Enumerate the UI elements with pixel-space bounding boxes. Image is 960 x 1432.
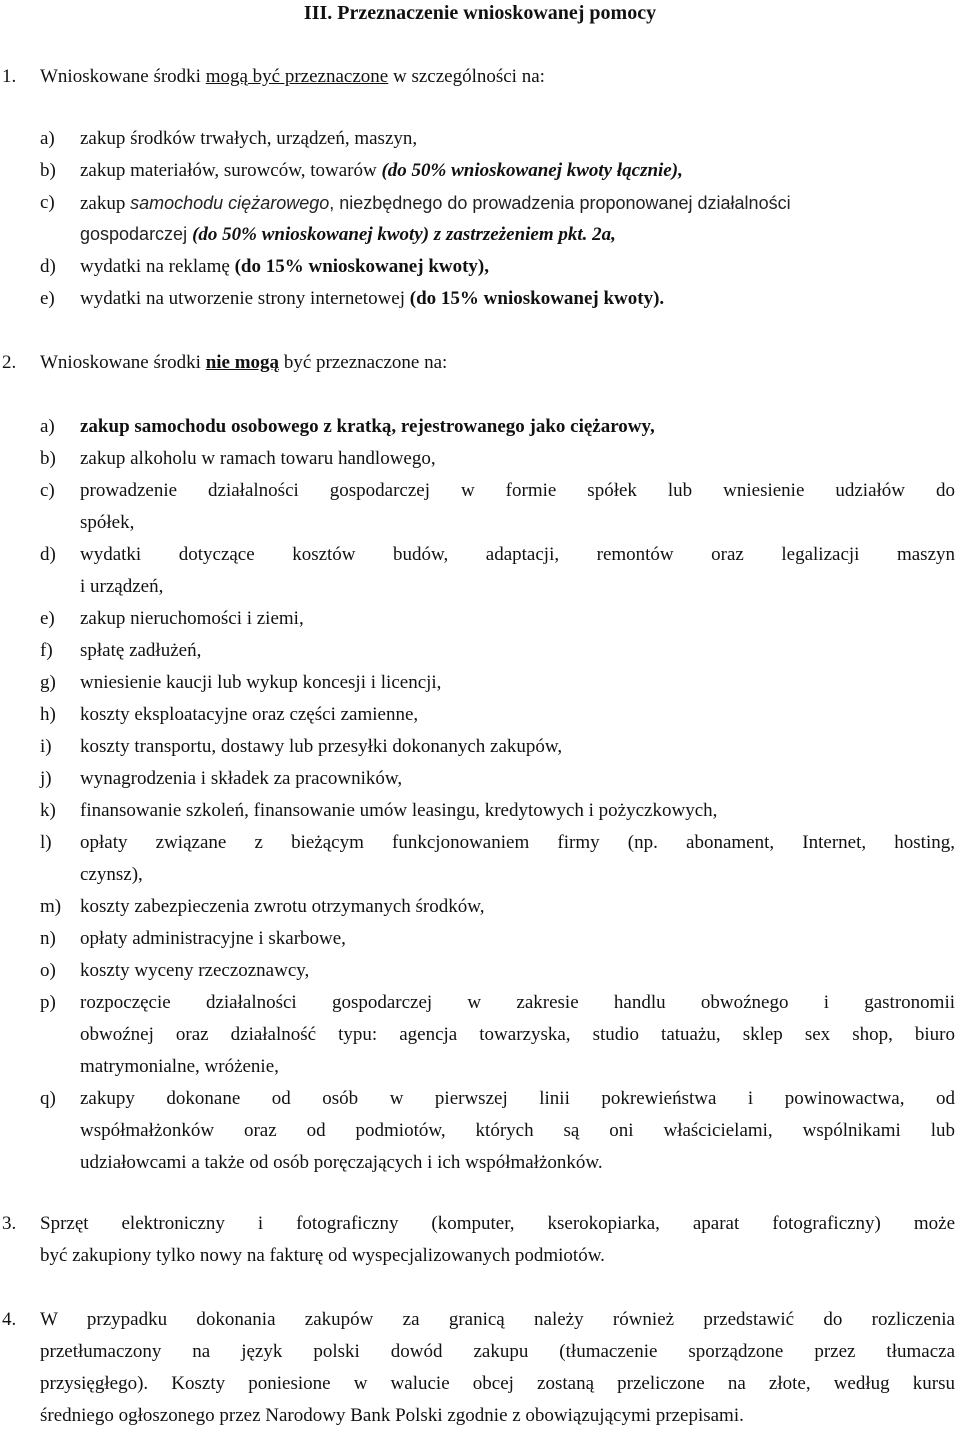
s2-item-label: h) (40, 704, 56, 725)
s1-item-b-label: b) (40, 160, 56, 181)
s2-item-label: c) (40, 480, 55, 501)
s2-item-text: wniesienie kaucji lub wykup koncesji i licencji, (80, 672, 442, 693)
section-4-line-3: przysięgłego). Koszty poniesione w walucie obcej zostaną przeliczone na złote, według kursu (40, 1373, 955, 1394)
section-3-number: 3. (2, 1213, 17, 1234)
s2-item-label: f) (40, 640, 53, 661)
s2-item-text: koszty eksploatacyjne oraz części zamienne, (80, 704, 419, 725)
s1-item-b-text: zakup materiałów, surowców, towarów (do 50% wnioskowanej kwoty łącznie), (80, 160, 683, 181)
s2-item-text: matrymonialne, wróżenie, (80, 1056, 279, 1077)
section-3-line-1: Sprzęt elektroniczny i fotograficzny (komputer, kserokopiarka, aparat fotograficzny) może (40, 1213, 955, 1234)
s1-item-c-text-2: gospodarczej (do 50% wnioskowanej kwoty) z zastrzeżeniem pkt. 2a, (80, 224, 616, 245)
s2-item-text: opłaty administracyjne i skarbowe, (80, 928, 346, 949)
s2-item-label: i) (40, 736, 52, 757)
s1-item-a-text: zakup środków trwałych, urządzeń, maszyn, (80, 128, 418, 149)
s2-item-text: finansowanie szkoleń, finansowanie umów leasingu, kredytowych i pożyczkowych, (80, 800, 718, 821)
s2-item-text: koszty transportu, dostawy lub przesyłki dokonanych zakupów, (80, 736, 563, 757)
s2-item-label: a) (40, 416, 55, 437)
s2-item-label: o) (40, 960, 56, 981)
s2-item-label: d) (40, 544, 56, 565)
s2-item-text: koszty wyceny rzeczoznawcy, (80, 960, 310, 981)
s2-item-text: udziałowcami a także od osób poręczających i ich współmałżonków. (80, 1152, 603, 1173)
s2-item-text: zakup nieruchomości i ziemi, (80, 608, 304, 629)
s1-item-e-text: wydatki na utworzenie strony internetowej (do 15% wnioskowanej kwoty). (80, 288, 665, 309)
s2-item-label: b) (40, 448, 56, 469)
s2-item-text: spółek, (80, 512, 135, 533)
s1-item-c-text: zakup samochodu ciężarowego, niezbędnego do prowadzenia proponowanej działalności (80, 193, 791, 214)
section-2-number: 2. (2, 352, 17, 373)
s2-item-text: opłaty związane z bieżącym funkcjonowaniem firmy (np. abonament, Internet, hosting, (80, 832, 955, 853)
s2-item-label: e) (40, 608, 55, 629)
s2-item-text: obwoźnej oraz działalność typu: agencja towarzyska, studio tatuażu, sklep sex shop, biuro (80, 1024, 955, 1045)
section-4-number: 4. (2, 1309, 17, 1330)
s2-item-label: p) (40, 992, 56, 1013)
s1-item-a-label: a) (40, 128, 55, 149)
s2-item-text: współmałżonków oraz od podmiotów, których są oni właścicielami, wspólnikami lub (80, 1120, 955, 1141)
section-4-line-2: przetłumaczony na język polski dowód zakupu (tłumaczenie sporządzone przez tłumacza (40, 1341, 955, 1362)
section-4-line-4: średniego ogłoszonego przez Narodowy Bank Polski zgodnie z obowiązującymi przepisami. (40, 1405, 744, 1426)
s2-item-label: m) (40, 896, 62, 917)
s2-item-text: spłatę zadłużeń, (80, 640, 202, 661)
section-1-intro: Wnioskowane środki mogą być przeznaczone w szczególności na: (40, 66, 545, 87)
s2-item-label: k) (40, 800, 56, 821)
s2-item-label: q) (40, 1088, 56, 1109)
s2-item-text: wydatki dotyczące kosztów budów, adaptacji, remontów oraz legalizacji maszyn (80, 544, 955, 565)
section-title: III. Przeznaczenie wnioskowanej pomocy (303, 2, 657, 24)
s1-item-c-label: c) (40, 192, 55, 213)
s1-item-d-label: d) (40, 256, 56, 277)
s2-item-text: wynagrodzenia i składek za pracowników, (80, 768, 403, 789)
s2-item-label: l) (40, 832, 52, 853)
s2-item-label: g) (40, 672, 56, 693)
s2-item-text: zakup samochodu osobowego z kratką, rejestrowanego jako ciężarowy, (80, 416, 655, 437)
s2-item-label: j) (40, 768, 52, 789)
s2-item-label: n) (40, 928, 56, 949)
s1-item-e-label: e) (40, 288, 55, 309)
s2-item-text: zakup alkoholu w ramach towaru handlowego, (80, 448, 436, 469)
section-3-line-2: być zakupiony tylko nowy na fakturę od wyspecjalizowanych podmiotów. (40, 1245, 605, 1266)
s2-item-text: czynsz), (80, 864, 143, 885)
section-1-number: 1. (2, 66, 17, 87)
section-4-line-1: W przypadku dokonania zakupów za granicą należy również przedstawić do rozliczenia (40, 1309, 955, 1330)
s2-item-text: rozpoczęcie działalności gospodarczej w zakresie handlu obwoźnego i gastronomii (80, 992, 955, 1013)
s2-item-text: prowadzenie działalności gospodarczej w formie spółek lub wniesienie udziałów do (80, 480, 955, 501)
s2-item-text: zakupy dokonane od osób w pierwszej linii pokrewieństwa i powinowactwa, od (80, 1088, 955, 1109)
s2-item-text: koszty zabezpieczenia zwrotu otrzymanych środków, (80, 896, 485, 917)
s2-item-text: i urządzeń, (80, 576, 164, 597)
section-2-intro: Wnioskowane środki nie mogą być przeznaczone na: (40, 352, 448, 373)
s1-item-d-text: wydatki na reklamę (do 15% wnioskowanej kwoty), (80, 256, 490, 277)
